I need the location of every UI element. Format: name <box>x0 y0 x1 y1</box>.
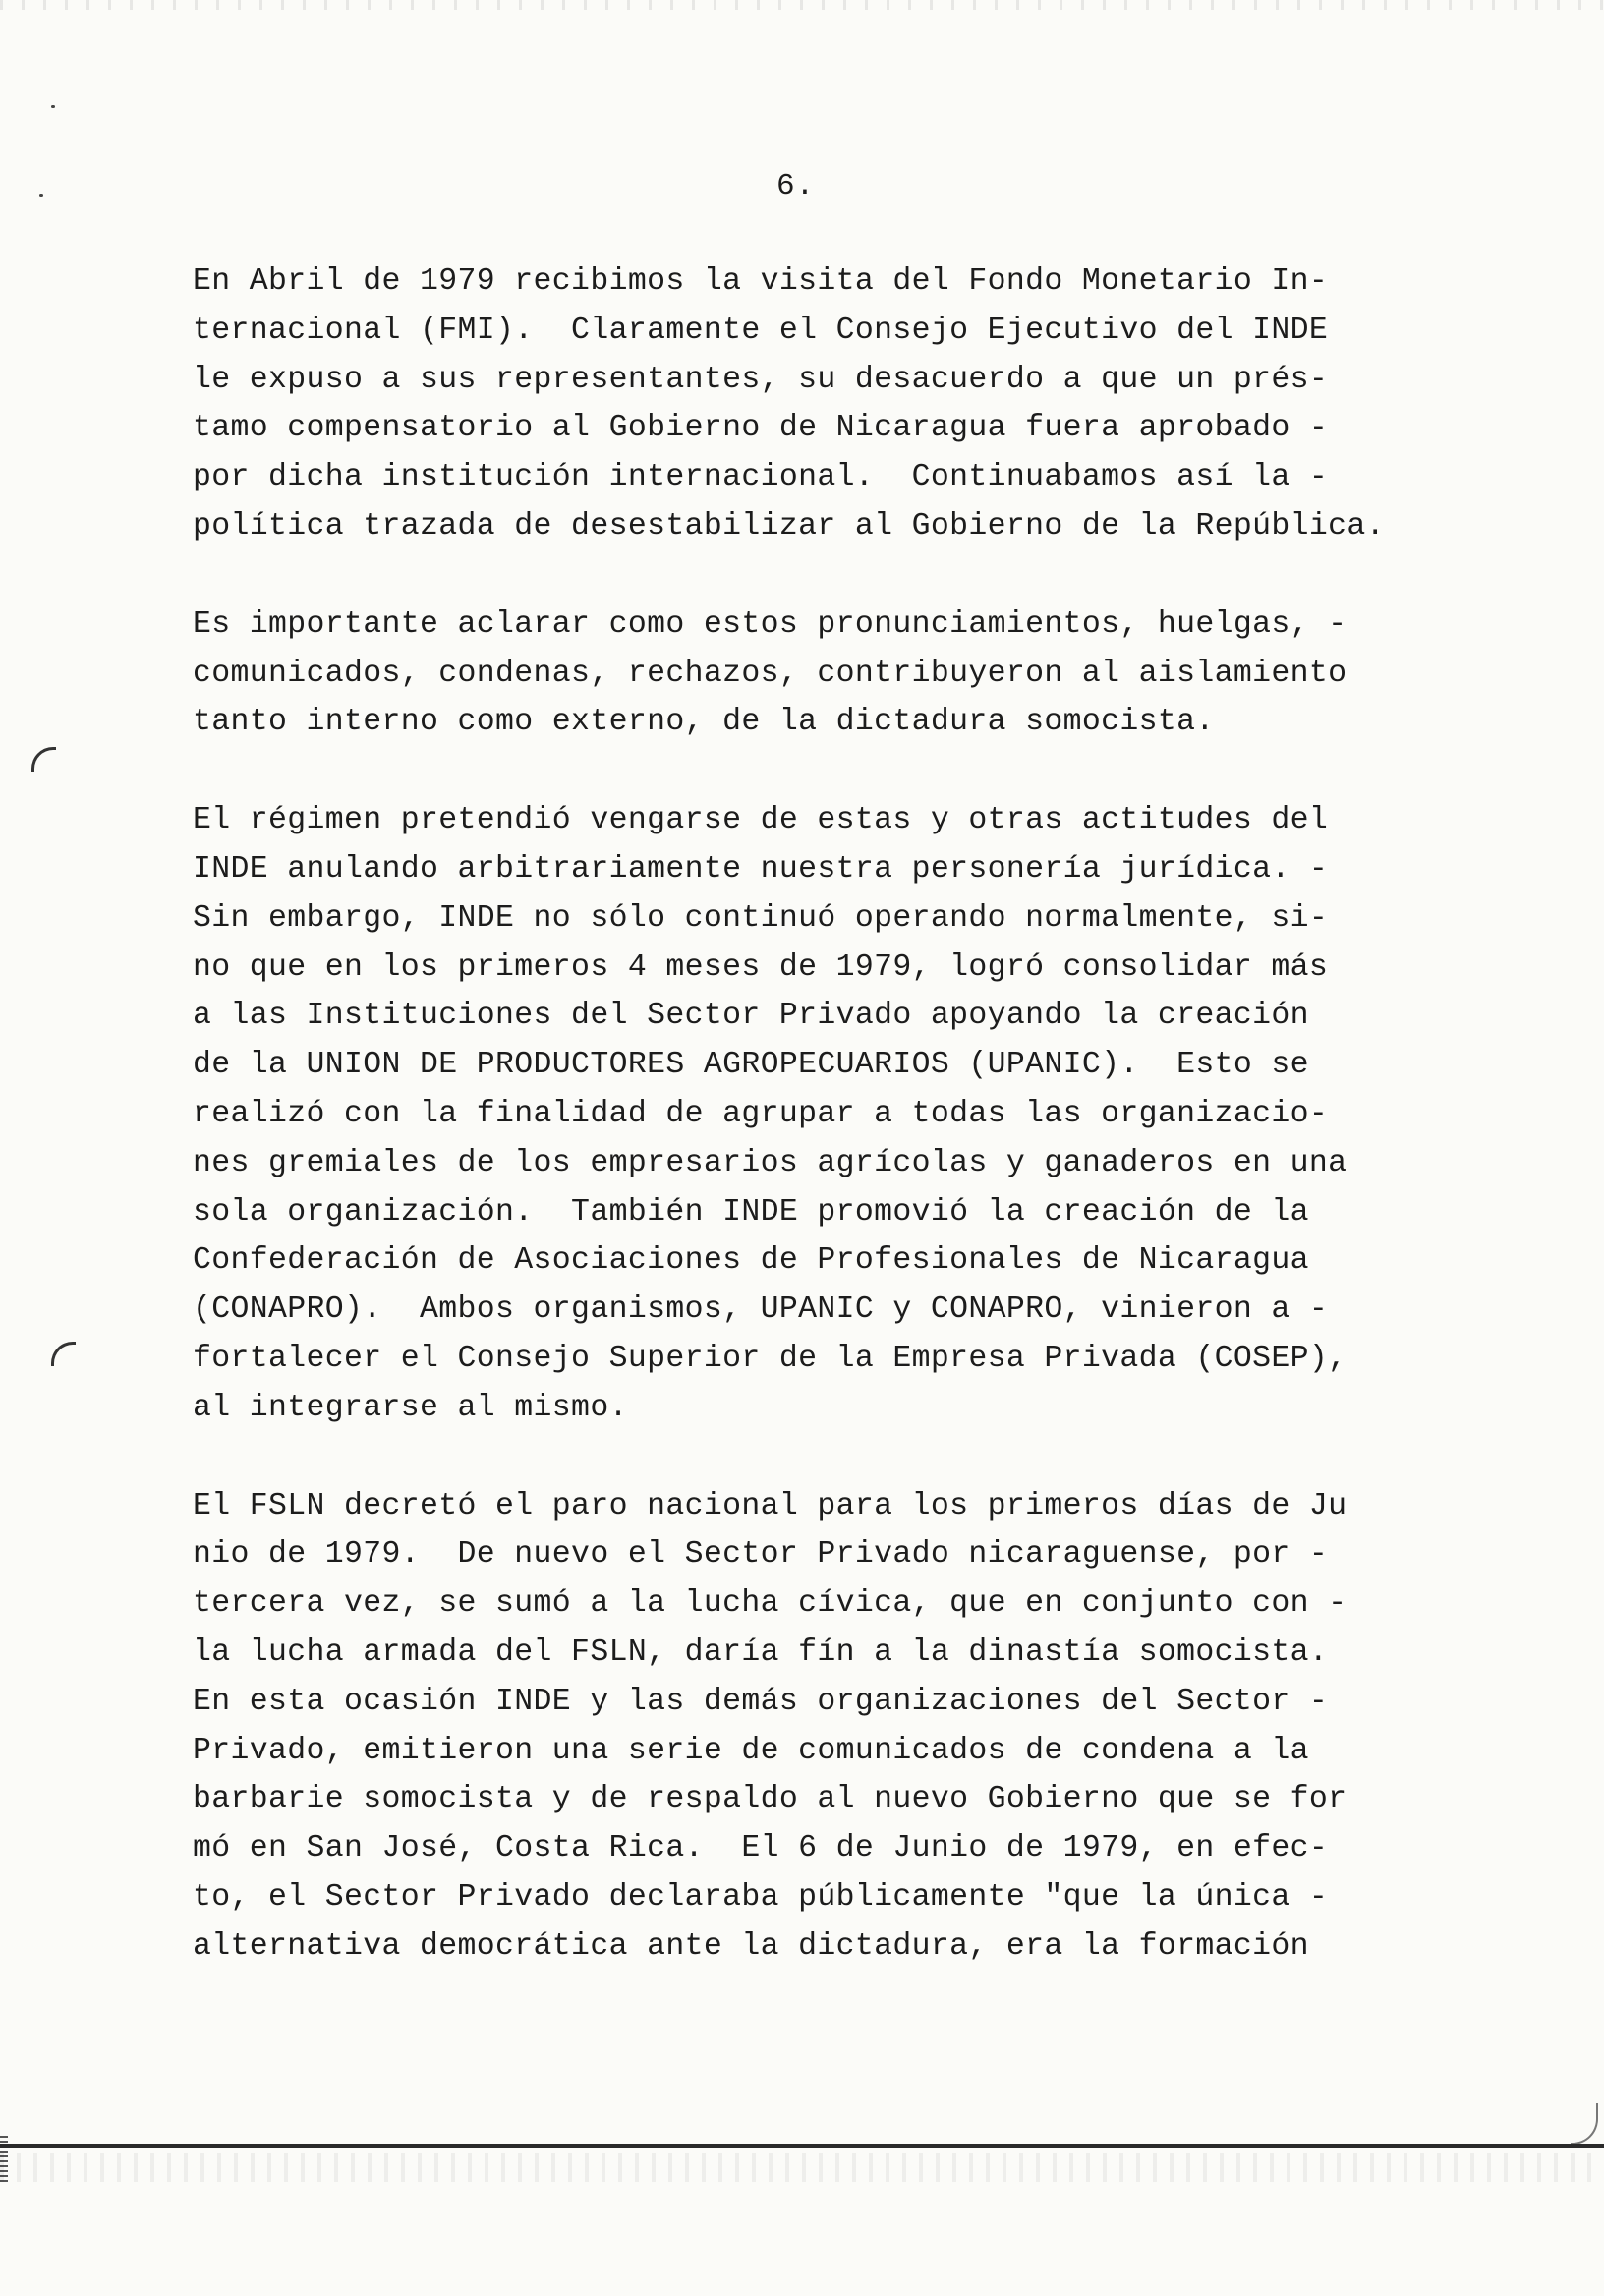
text-line: por dicha institución internacional. Continuabamos así la - <box>193 460 1329 495</box>
document-body <box>193 258 1461 2021</box>
text-line: tercera vez, se sumó a la lucha cívica, que en conjunto con - <box>193 1586 1347 1622</box>
text-line: nio de 1979. De nuevo el Sector Privado nicaraguense, por - <box>193 1537 1329 1573</box>
text-line: le expuso a sus representantes, su desacuerdo a que un prés- <box>193 362 1329 397</box>
scan-artifact-bottom <box>0 2152 1604 2182</box>
text-line: sola organización. También INDE promovió la creación de la <box>193 1194 1309 1230</box>
text-line: Sin embargo, INDE no sólo continuó operando normalmente, si- <box>193 900 1329 936</box>
text-line: barbarie somocista y de respaldo al nuevo Gobierno que se for <box>193 1782 1347 1817</box>
text-line: En esta ocasión INDE y las demás organizaciones del Sector - <box>193 1684 1329 1719</box>
text-line: Privado, emitieron una serie de comunicados de condena a la <box>193 1733 1309 1768</box>
scan-speck <box>51 105 55 108</box>
text-line: tanto interno como externo, de la dictadura somocista. <box>193 705 1215 740</box>
text-line: El régimen pretendió vengarse de estas y otras actitudes del <box>193 803 1329 838</box>
page-number: 6. <box>776 169 816 203</box>
text-line: a las Instituciones del Sector Privado apoyando la creación <box>193 999 1309 1034</box>
text-line: to, el Sector Privado declaraba públicamente "que la única - <box>193 1879 1329 1915</box>
text-line: tamo compensatorio al Gobierno de Nicaragua fuera aprobado - <box>193 411 1329 446</box>
punch-hole-mark <box>51 1342 76 1366</box>
text-line: al integrarse al mismo. <box>193 1390 628 1425</box>
text-line: realizó con la finalidad de agrupar a todas las organizacio- <box>193 1096 1329 1131</box>
text-line: nes gremiales de los empresarios agrícolas y ganaderos en una <box>193 1145 1347 1180</box>
paragraph-isolation <box>193 601 1461 747</box>
paragraph-national-strike <box>193 1482 1461 1972</box>
text-line: de la UNION DE PRODUCTORES AGROPECUARIOS (UPANIC). Esto se <box>193 1048 1309 1083</box>
text-line: INDE anulando arbitrariamente nuestra personería jurídica. - <box>193 851 1329 887</box>
text-line: El FSLN decretó el paro nacional para los primeros días de Ju <box>193 1488 1347 1523</box>
page-curl-mark <box>1571 2103 1598 2145</box>
paragraph-fmi-visit <box>193 258 1461 551</box>
text-line: Confederación de Asociaciones de Profesionales de Nicaragua <box>193 1243 1309 1279</box>
text-line: (CONAPRO). Ambos organismos, UPANIC y CONAPRO, vinieron a - <box>193 1292 1329 1328</box>
bottom-scan-line <box>0 2144 1604 2148</box>
text-line: la lucha armada del FSLN, daría fín a la dinastía somocista. <box>193 1635 1329 1670</box>
text-line: Es importante aclarar como estos pronunciamientos, huelgas, - <box>193 606 1347 642</box>
scan-speck <box>39 194 43 197</box>
text-line: no que en los primeros 4 meses de 1979, logró consolidar más <box>193 949 1329 985</box>
punch-hole-mark <box>31 747 56 772</box>
text-line: ternacional (FMI). Claramente el Consejo Ejecutivo del INDE <box>193 313 1329 348</box>
paragraph-regime-response <box>193 796 1461 1432</box>
text-line: En Abril de 1979 recibimos la visita del Fondo Monetario In- <box>193 264 1329 299</box>
text-line: mó en San José, Costa Rica. El 6 de Junio de 1979, en efec- <box>193 1831 1329 1866</box>
text-line: fortalecer el Consejo Superior de la Empresa Privada (COSEP), <box>193 1341 1347 1376</box>
scan-artifact-top <box>0 0 1604 10</box>
text-line: comunicados, condenas, rechazos, contribuyeron al aislamiento <box>193 656 1347 691</box>
text-line: alternativa democrática ante la dictadura, era la formación <box>193 1928 1309 1964</box>
text-line: política trazada de desestabilizar al Gobierno de la República. <box>193 508 1385 544</box>
